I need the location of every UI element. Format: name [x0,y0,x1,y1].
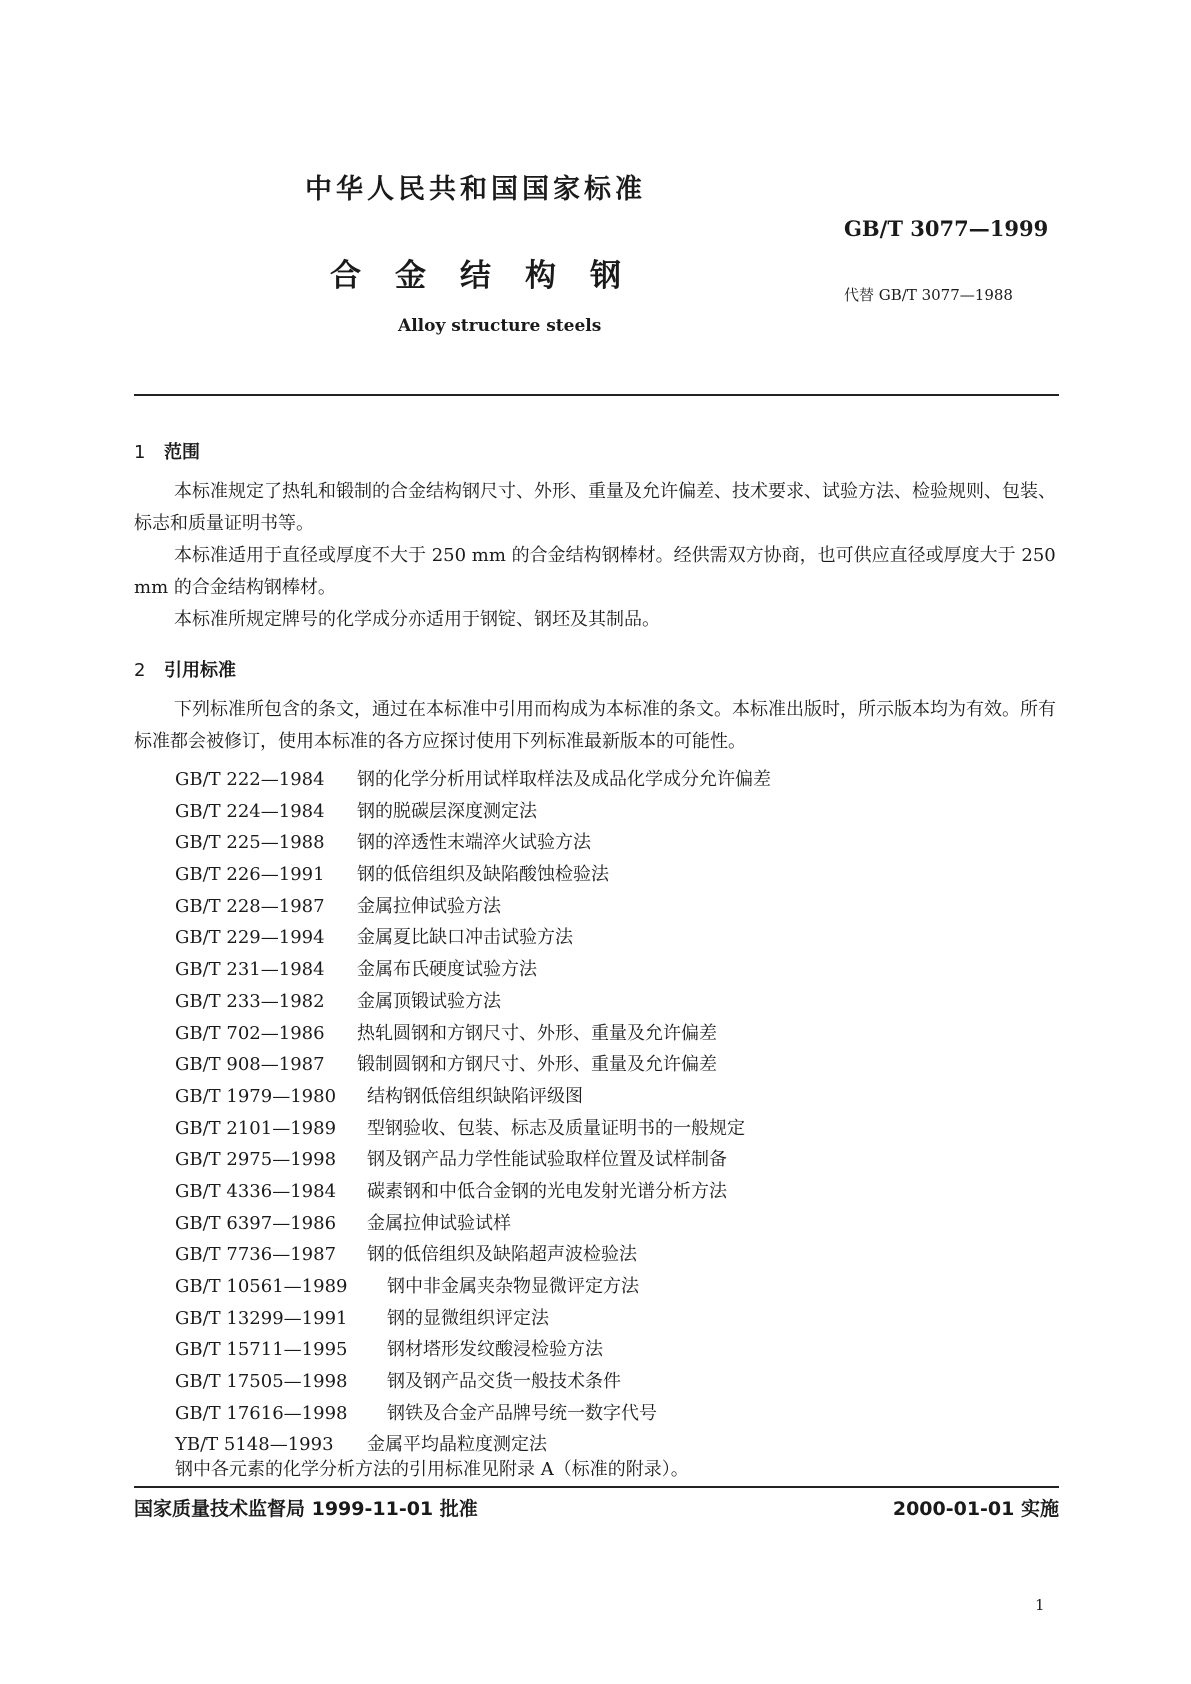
reference-item [175,891,1035,923]
reference-item [175,1334,1035,1366]
reference-title: 钢的低倍组织及缺陷超声波检验法 [367,1244,637,1266]
reference-item [175,1398,1035,1430]
reference-item [175,1081,1035,1113]
title-char: 钢 [590,258,621,294]
reference-code: GB/T 702—1986 [175,1022,325,1044]
reference-title: 金属平均晶粒度测定法 [367,1434,547,1456]
reference-item [175,1049,1035,1081]
reference-code: YB/T 5148—1993 [175,1434,334,1456]
national-standard-header: 中华人民共和国国家标准 [305,174,646,205]
reference-code: GB/T 17616—1998 [175,1402,348,1424]
reference-code: GB/T 4336—1984 [175,1180,337,1202]
footer-divider [134,1486,1059,1488]
reference-item [175,986,1035,1018]
reference-list [175,764,1035,1461]
approval-date: 国家质量技术监督局 1999-11-01 批准 [134,1498,478,1520]
section-number: 1 [134,442,146,463]
reference-item [175,1176,1035,1208]
section-1-paragraph: 本标准所规定牌号的化学成分亦适用于钢锭、钢坯及其制品。 [174,609,660,630]
reference-code: GB/T 908—1987 [175,1054,325,1076]
reference-item [175,764,1035,796]
reference-title: 钢铁及合金产品牌号统一数字代号 [387,1402,657,1424]
reference-title: 钢的脱碳层深度测定法 [357,800,537,822]
reference-code: GB/T 225—1988 [175,832,325,854]
reference-item [175,1113,1035,1145]
reference-item [175,1303,1035,1335]
title-char: 构 [525,258,556,294]
reference-title: 金属拉伸试验试样 [367,1212,511,1234]
section-1-heading [134,438,200,464]
reference-item [175,1208,1035,1240]
reference-title: 钢材塔形发纹酸浸检验方法 [387,1339,603,1361]
reference-title: 金属布氏硬度试验方法 [357,959,537,981]
section-1-paragraph: 本标准适用于直径或厚度不大于 250 mm 的合金结构钢棒材。经供需双方协商，也可供应直径或厚度大于 250 mm 的合金结构钢棒材。 [134,545,1056,598]
reference-title: 钢及钢产品交货一般技术条件 [387,1371,621,1393]
standard-number: GB/T 3077—1999 [844,216,1049,241]
reference-item [175,1366,1035,1398]
reference-title: 热轧圆钢和方钢尺寸、外形、重量及允许偏差 [357,1022,717,1044]
reference-item [175,922,1035,954]
reference-item [175,1144,1035,1176]
reference-title: 钢中非金属夹杂物显微评定方法 [387,1276,639,1297]
title-char: 合 [330,258,361,294]
reference-code: GB/T 15711—1995 [175,1339,348,1361]
reference-title: 金属顶锻试验方法 [357,990,501,1012]
reference-code: GB/T 1979—1980 [175,1085,337,1107]
reference-title: 钢的显微组织评定法 [387,1307,549,1329]
reference-title: 钢的淬透性末端淬火试验方法 [357,832,591,854]
reference-code: GB/T 6397—1986 [175,1212,337,1234]
reference-code: GB/T 233—1982 [175,990,325,1012]
reference-code: GB/T 228—1987 [175,895,325,917]
reference-item [175,1271,1035,1303]
reference-title: 碳素钢和中低合金钢的光电发射光谱分析方法 [367,1180,727,1202]
reference-item [175,1239,1035,1271]
section-2-intro: 下列标准所包含的条文，通过在本标准中引用而构成为本标准的条文。本标准出版时，所示版本均为有效。所有标准都会被修订，使用本标准的各方应探讨使用下列标准最新版本的可能性。 [134,699,1056,752]
reference-code: GB/T 17505—1998 [175,1371,348,1393]
reference-title: 型钢验收、包装、标志及质量证明书的一般规定 [367,1117,745,1139]
reference-title: 结构钢低倍组织缺陷评级图 [367,1085,583,1107]
reference-title: 锻制圆钢和方钢尺寸、外形、重量及允许偏差 [357,1054,717,1076]
reference-item [175,796,1035,828]
reference-code: GB/T 2101—1989 [175,1117,337,1139]
title-char: 金 [395,258,426,294]
reference-title: 钢的低倍组织及缺陷酸蚀检验法 [357,864,609,886]
effective-date: 2000-01-01 实施 [892,1498,1059,1520]
reference-code: GB/T 226—1991 [175,864,325,886]
section-number: 2 [134,660,146,681]
reference-item [175,1018,1035,1050]
reference-title: 金属夏比缺口冲击试验方法 [357,927,573,949]
reference-item [175,827,1035,859]
reference-title: 钢的化学分析用试样取样法及成品化学成分允许偏差 [357,769,771,790]
reference-code: GB/T 224—1984 [175,800,325,822]
reference-code: GB/T 10561—1989 [175,1276,348,1297]
section-title: 引用标准 [164,660,236,681]
page-number: 1 [1035,1596,1045,1614]
reference-title: 钢及钢产品力学性能试验取样位置及试样制备 [367,1149,727,1171]
reference-code: GB/T 231—1984 [175,959,325,981]
reference-code: GB/T 222—1984 [175,769,325,790]
header-divider [134,394,1059,396]
reference-code: GB/T 7736—1987 [175,1244,337,1266]
replaces-note: 代替 GB/T 3077—1988 [844,286,1013,304]
reference-code: GB/T 229—1994 [175,927,325,949]
reference-code: GB/T 13299—1991 [175,1307,348,1329]
reference-item [175,859,1035,891]
section-2-heading [134,656,236,682]
section-title: 范围 [164,442,200,463]
title-char: 结 [460,258,491,294]
reference-code: GB/T 2975—1998 [175,1149,337,1171]
reference-item [175,954,1035,986]
document-title [330,250,655,295]
appendix-note: 钢中各元素的化学分析方法的引用标准见附录 A（标准的附录）。 [175,1459,689,1480]
reference-title: 金属拉伸试验方法 [357,895,501,917]
section-1-paragraph: 本标准规定了热轧和锻制的合金结构钢尺寸、外形、重量及允许偏差、技术要求、试验方法、检验规则、包装、标志和质量证明书等。 [134,481,1056,534]
english-title: Alloy structure steels [398,316,602,336]
